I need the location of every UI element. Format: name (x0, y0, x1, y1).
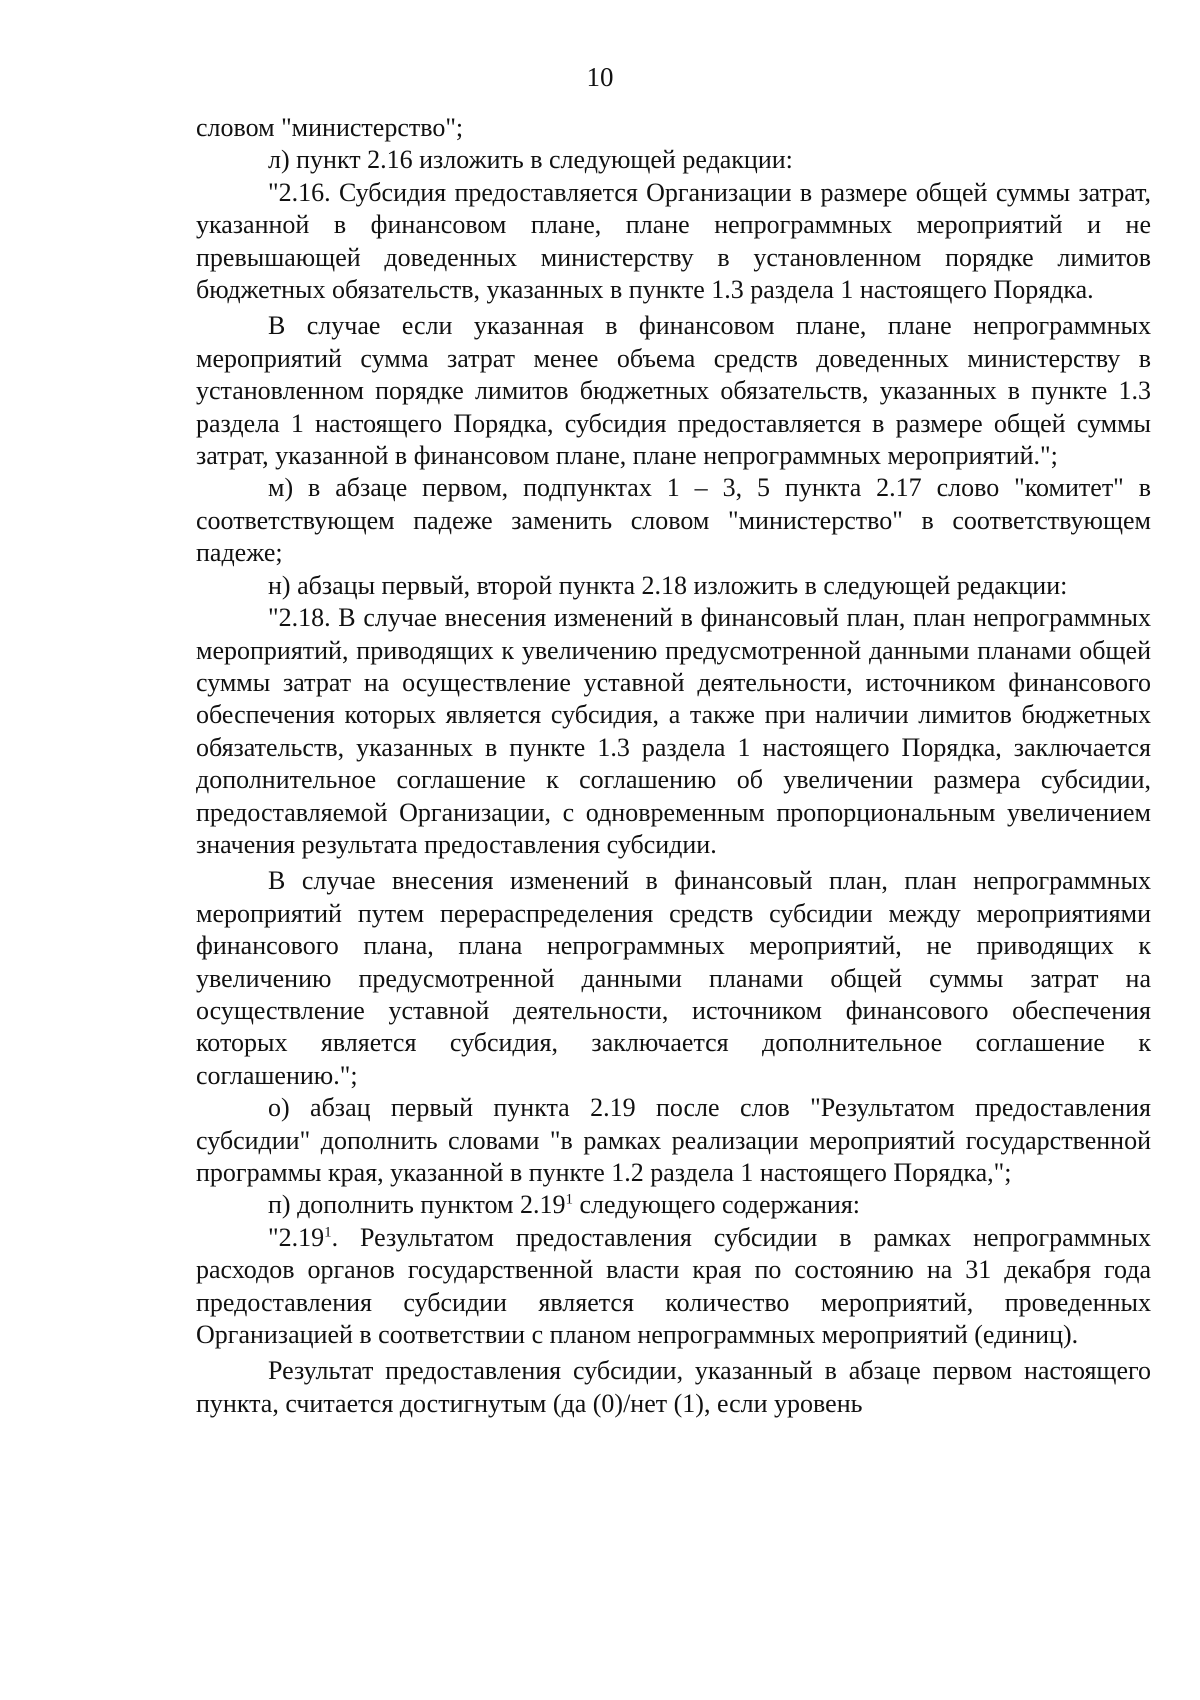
paragraph-item-o: о) абзац первый пункта 2.19 после слов "Результатом предоставления субсидии" дополнить словами "в рамках реализации мероприятий государственной программы края, указанной в пункте 1.2 раздела 1 настоящего Порядка,"; (196, 1093, 1151, 1187)
paragraph-clause-2-16-second: В случае если указанная в финансовом плане, плане непрограммных мероприятий сумма затрат менее объема средств доведенных министерству в установленном порядке лимитов бюджетных обязательств, указанных в пункте 1.3 раздела 1 настоящего Порядка, субсидия предоставляется в размере общей суммы затрат, указанной в финансовом плане, плане непрограммных мероприятий."; (196, 311, 1151, 471)
paragraph-clause-2-18-second: В случае внесения изменений в финансовый план, план непрограммных мероприятий путем перераспределения средств субсидии между мероприятиями финансового плана, плана непрограммных мероприятий, не приводящих к увеличению предусмотренной данными планами общей суммы затрат на осуществление уставной деятельности, источником финансового обеспечения которых является субсидия, заключается дополнительное соглашение к соглашению."; (196, 866, 1151, 1090)
clause-2-19-1-number: "2.19 (268, 1222, 325, 1252)
superscript: 1 (565, 1191, 573, 1208)
paragraph-clause-2-16: "2.16. Субсидия предоставляется Организации в размере общей суммы затрат, указанной в финансовом плане, плане непрограммных мероприятий и не превышающей доведенных министерству в установленном порядке лимитов бюджетных обязательств, указанных в пункте 1.3 раздела 1 настоящего Порядка. (196, 177, 1151, 305)
page-number: 10 (586, 62, 614, 92)
paragraph-item-m: м) в абзаце первом, подпунктах 1 – 3, 5 пункта 2.17 слово "комитет" в соответствующем падеже заменить словом "министерство" в соответствующем падеже; (196, 473, 1151, 568)
paragraph-clause-2-18: "2.18. В случае внесения изменений в финансовый план, план непрограммных мероприятий, приводящих к увеличению предусмотренной данными планами общей суммы затрат на осуществление уставной деятельности, источником финансового обеспечения которых является субсидия, а также при наличии лимитов бюджетных обязательств, указанных в пункте 1.3 раздела 1 настоящего Порядка, заключается дополнительное соглашение к соглашению об увеличении размера субсидии, предоставляемой Организации, с одновременным пропорциональным увеличением значения результата предоставления субсидии. (196, 603, 1151, 859)
paragraph-item-p-text: п) дополнить пунктом 2.19 (268, 1190, 566, 1220)
paragraph-clause-2-19-1 (196, 1222, 1151, 1352)
clause-2-19-1-text: . Результатом предоставления субсидии в рамках непрограммных расходов органов государственной власти края по состоянию на 31 декабря года предоставления субсидии является количество мероприятий, проведенных Организацией в соответствии с планом непрограммных мероприятий (единиц). (196, 1222, 1151, 1350)
paragraph-result-achieved: Результат предоставления субсидии, указанный в абзаце первом настоящего пункта, считается достигнутым (да (0)/нет (1), если уровень (196, 1356, 1151, 1418)
paragraph-continuation: словом "министерство"; (196, 113, 464, 142)
superscript: 1 (324, 1224, 332, 1241)
paragraph-item-p-tail: следующего содержания: (573, 1190, 861, 1220)
paragraph-item-n: н) абзацы первый, второй пункта 2.18 изложить в следующей редакции: (268, 570, 1068, 600)
paragraph-item-l: л) пункт 2.16 изложить в следующей редакции: (268, 145, 793, 175)
document-body (196, 112, 1151, 1420)
paragraph-item-p (196, 1189, 1151, 1221)
